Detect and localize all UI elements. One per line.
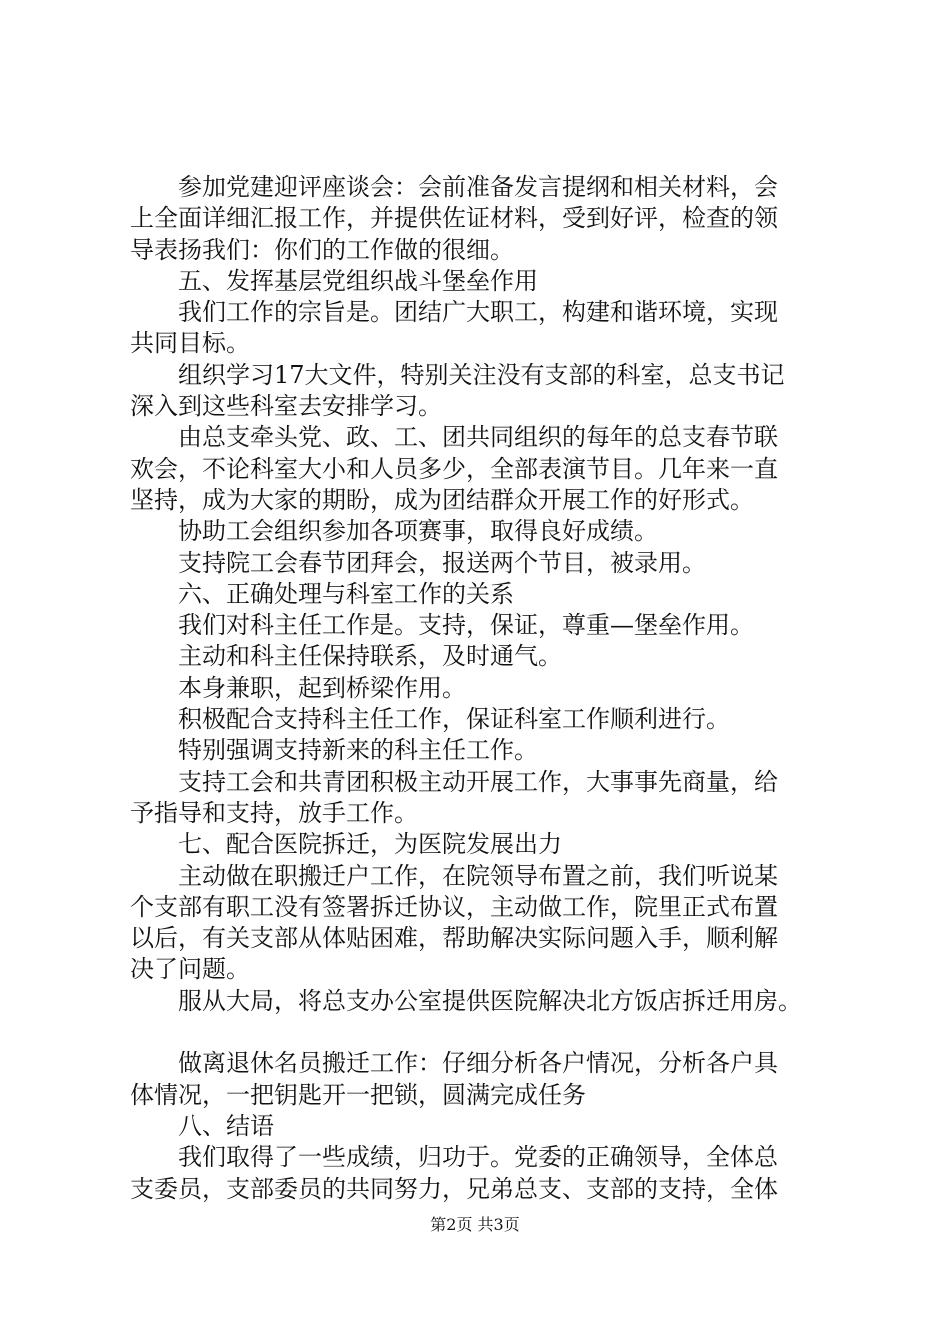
text-line: 本身兼职，起到桥梁作用。 [130,673,466,702]
section-heading: 八、结语 [130,1111,274,1140]
text-line: 支持院工会春节团拜会，报送两个节目，被录用。 [130,548,706,577]
page-footer: 第2页 共3页 [430,1215,520,1234]
text-line: 支持工会和共青团积极主动开展工作，大事事先商量，给 [130,767,778,796]
section-heading: 六、正确处理与科室工作的关系 [130,579,514,608]
text-line: 主动做在职搬迁户工作，在院领导布置之前，我们听说某 [130,861,778,890]
text-line: 参加党建迎评座谈会：会前准备发言提纲和相关材料，会 [130,173,778,201]
text-line: 服从大局，将总支办公室提供医院解决北方饭店拆迁用房。 [130,986,802,1015]
text-line: 支委员，支部委员的共同努力，兄弟总支、支部的支持，全体 [130,1174,778,1203]
text-line: 我们取得了一些成绩，归功于。党委的正确领导，全体总 [130,1143,778,1172]
text-line: 予指导和支持，放手工作。 [130,798,418,827]
text-line: 协助工会组织参加各项赛事，取得良好成绩。 [130,517,658,546]
text-line: 做离退休名员搬迁工作：仔细分析各户情况，分析各户具 [130,1049,778,1078]
text-line: 深入到这些科室去安排学习。 [130,392,442,421]
text-line: 体情况，一把钥匙开一把锁，圆满完成任务 [130,1080,586,1109]
text-line: 坚持，成为大家的期盼，成为团结群众开展工作的好形式。 [130,485,754,514]
text-line: 上全面详细汇报工作，并提供佐证材料，受到好评，检查的领 [130,204,778,233]
text-line: 组织学习17大文件，特别关注没有支部的科室，总支书记 [130,360,785,389]
text-line: 以后，有关支部从体贴困难，帮助解决实际问题入手，顺利解 [130,924,778,953]
blank-line [130,1017,830,1048]
section-heading: 五、发挥基层党组织战斗堡垒作用 [130,266,538,295]
text-line: 个支部有职工没有签署拆迁协议，主动做工作，院里正式布置 [130,892,778,921]
text-line: 共同目标。 [130,329,250,358]
text-line: 由总支牵头党、政、工、团共同组织的每年的总支春节联 [130,423,778,452]
text-line: 导表扬我们：你们的工作做的很细。 [130,235,514,264]
text-line: 欢会，不论科室大小和人员多少，全部表演节目。几年来一直 [130,454,778,483]
document-body [130,172,830,1205]
text-line: 我们对科主任工作是。支持，保证，尊重—堡垒作用。 [130,611,754,640]
text-line: 特别强调支持新来的科主任工作。 [130,736,538,765]
text-line: 我们工作的宗旨是。团结广大职工，构建和谐环境，实现 [130,298,778,327]
section-heading: 七、配合医院拆迁，为医院发展出力 [130,830,562,859]
text-line: 主动和科主任保持联系，及时通气。 [130,642,562,671]
text-line: 决了问题。 [130,955,250,984]
text-line: 积极配合支持科主任工作，保证科室工作顺利进行。 [130,705,730,734]
